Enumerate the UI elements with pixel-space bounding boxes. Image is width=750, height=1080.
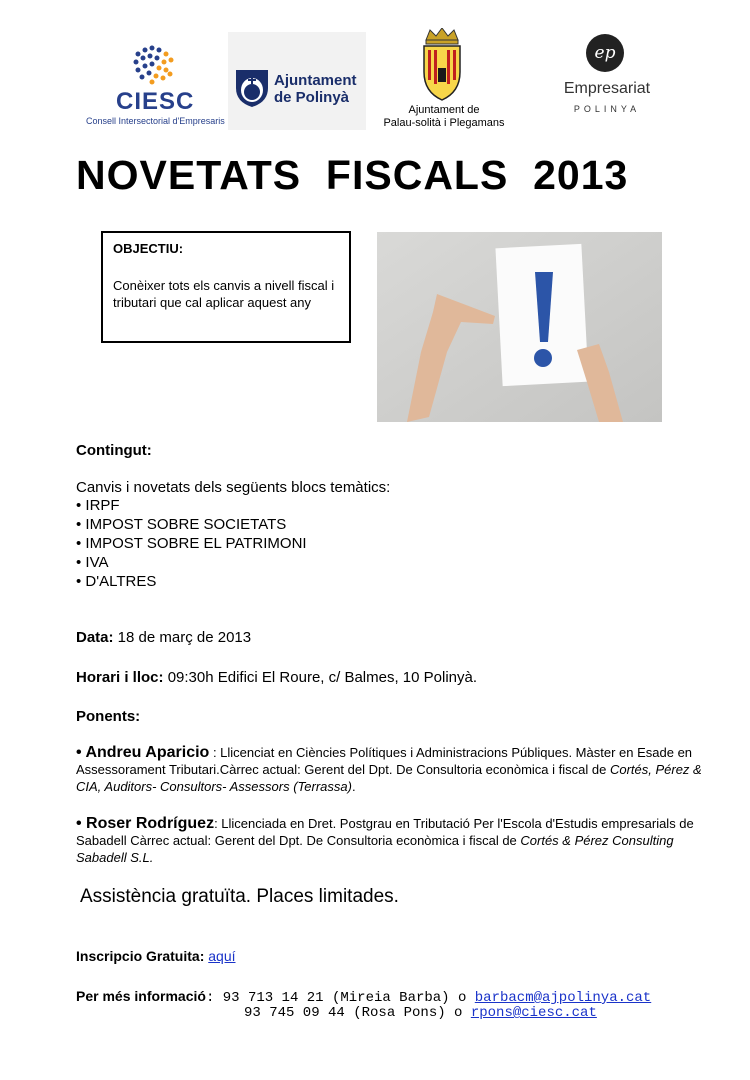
speaker-firm: Cortés, Pérez & CIA, Auditors- Consultors- Assessors (Terrassa) [76,762,702,794]
info-line-1: Per més informació: 93 713 14 21 (Mireia Barba) o barbacm@ajpolinya.cat [76,988,652,1006]
exclamation-photo [377,232,662,422]
info-line-2: 93 745 09 44 (Rosa Pons) o rpons@ciesc.cat [244,1005,597,1021]
objective-text: Conèixer tots els canvis a nivell fiscal i tributari que cal aplicar aquest any [113,278,335,310]
registration-link[interactable]: aquí [208,948,236,964]
palau-crest-icon [420,28,464,102]
schedule-value: 09:30h Edifici El Roure, c/ Balmes, 10 Polinyà. [163,669,478,686]
speaker-rodriguez: • Roser Rodríguez: Llicenciada en Dret. Postgrau en Tributació Per l'Escola d'Estudis empresarials de Sabadell Càrrec actual: Gerent del Dpt. De Consultoria econòmica i fiscal de Cortés & Pérez Consulting Sabadell S.L. [76,815,694,865]
info-label: Per més informació [76,988,206,1004]
registration-label: Inscripcio Gratuita: [76,948,209,964]
schedule-row [76,669,477,686]
speaker-aparicio: • Andreu Aparicio : Llicenciat en Ciències Polítiques i Administracions Públiques. Màster en Esade en Assessorament Tributari.Càrrec actual: Gerent del Dpt. De Consultoria econòmica i fiscal de Cortés, Pérez & CIA, Auditors- Consultors- Assessors (Terrassa). [76,744,702,794]
topics-list [76,496,307,591]
objective-box [101,231,351,343]
email-link-pons[interactable]: rpons@ciesc.cat [470,1005,597,1021]
email-link-barba[interactable]: barbacm@ajpolinya.cat [474,990,652,1006]
ciesc-logo [82,40,225,130]
objective-heading: OBJECTIU: [113,241,184,256]
speakers-heading: Ponents: [76,708,141,725]
schedule-label: Horari i lloc: [76,669,164,686]
empresariat-logo [552,34,662,124]
list-item: • IVA [76,554,109,571]
list-item: • IMPOST SOBRE EL PATRIMONI [76,535,307,552]
attendance-note: Assistència gratuïta. Places limitades. [80,886,399,907]
palau-logo [374,28,514,134]
empresariat-name: Empresariat [563,80,651,97]
date-label: Data: [76,629,114,646]
list-item: • IMPOST SOBRE SOCIETATS [76,516,287,533]
palau-name: Ajuntament de Palau-solità i Plegamans [383,104,505,129]
polinya-name: Ajuntament de Polinyà [274,72,357,106]
ciesc-dots-icon [130,44,176,90]
page-title: NOVETATS FISCALS 2013 [76,152,629,198]
ciesc-name: CIESC [116,88,195,115]
speaker-bio: : Llicenciat en Ciències Polítiques i Administracions Públiques. Màster en Esade en Assessorament Tributari.Càrrec actual: Gerent del Dpt. De Consultoria econòmica i fiscal de [76,745,693,777]
speaker-bio: : Llicenciada en Dret. Postgrau en Tributació Per l'Escola d'Estudis empresarials de Sabadell Càrrec actual: Gerent del Dpt. De Consultoria econòmica i fiscal de [76,816,694,848]
polinya-logo [228,32,366,130]
speaker-name: Andreu Aparicio [85,744,210,761]
content-intro: Canvis i novetats dels següents blocs temàtics: [76,479,391,496]
date-row [76,629,251,646]
empresariat-sub: POLINYA [573,104,641,114]
ep-mark: ep [586,34,624,72]
content-heading: Contingut: [76,442,152,459]
date-value: 18 de març de 2013 [113,629,252,646]
speaker-name: Roser Rodríguez [86,815,215,832]
ciesc-subtitle: Consell Intersectorial d'Empresaris [86,116,225,126]
polinya-crest-icon [234,66,270,108]
registration-row [76,948,236,964]
list-item: • IRPF [76,497,120,514]
list-item: • D'ALTRES [76,573,157,590]
speaker-firm: Cortés & Pérez Consulting Sabadell S.L. [76,833,674,865]
